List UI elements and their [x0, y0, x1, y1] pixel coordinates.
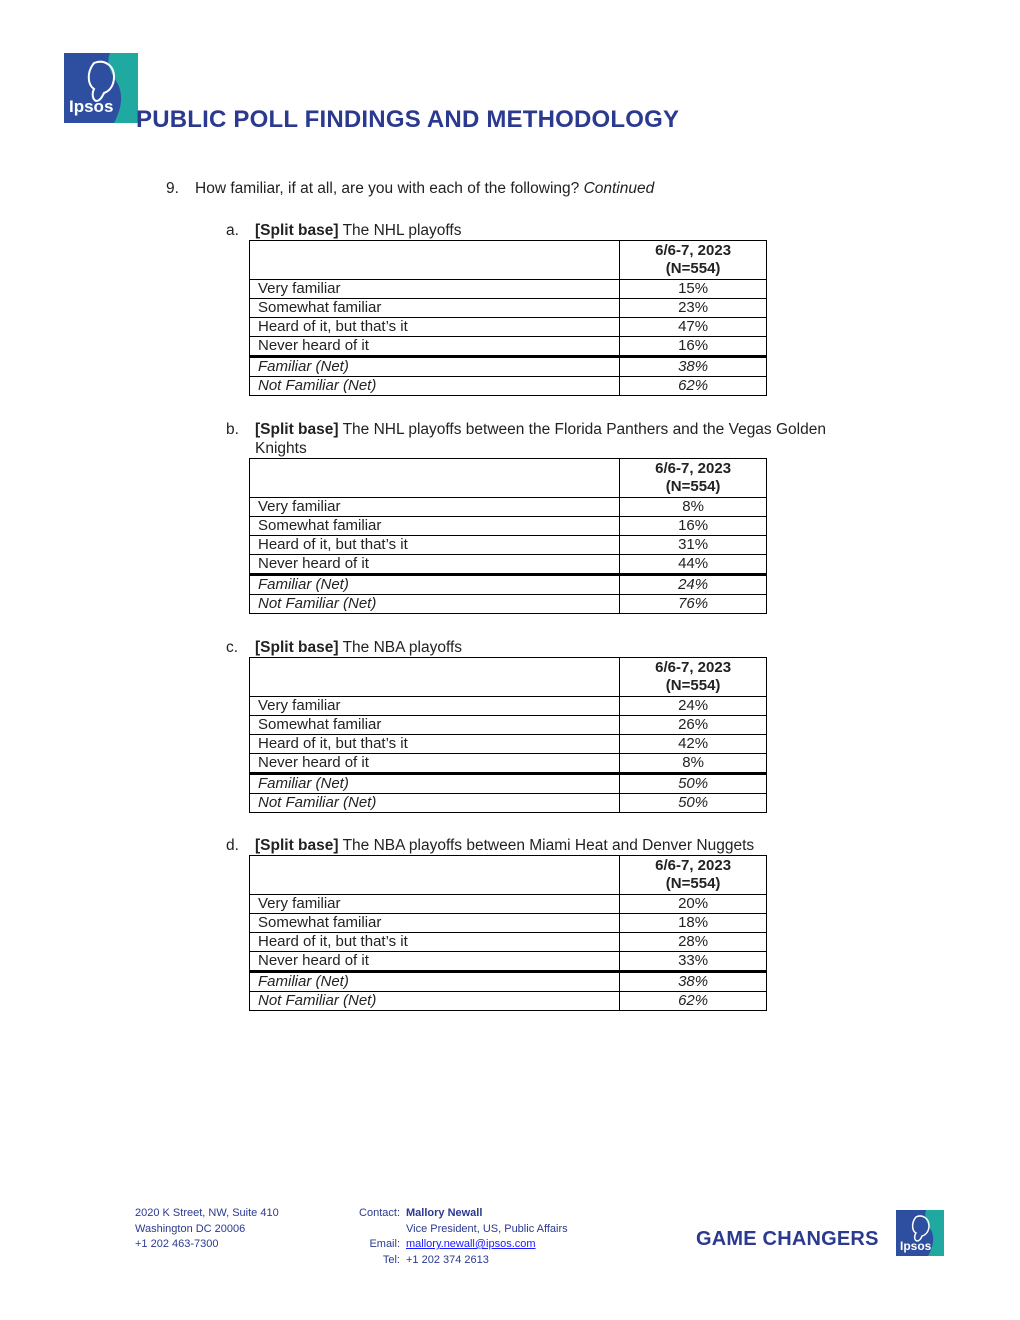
tel-label: Tel:: [382, 1253, 400, 1266]
row-value: 23%: [620, 299, 767, 318]
row-value: 76%: [620, 595, 767, 614]
address-line: Washington DC 20006: [135, 1222, 246, 1235]
table-header-row: [250, 241, 767, 280]
table-row: [250, 735, 767, 754]
table-row: [250, 498, 767, 517]
section-a: [226, 221, 906, 396]
section-letter: a.: [226, 222, 239, 239]
email-label: Email:: [369, 1238, 400, 1250]
row-value: 16%: [620, 517, 767, 536]
row-label: Very familiar: [250, 895, 620, 914]
row-value: 38%: [620, 357, 767, 377]
table-row: [250, 536, 767, 555]
row-label: Not Familiar (Net): [250, 595, 620, 614]
row-label: Very familiar: [250, 280, 620, 299]
row-label: Somewhat familiar: [250, 299, 620, 318]
column-date: 6/6-7, 2023: [655, 857, 732, 874]
table-row: [250, 914, 767, 933]
table-row: [250, 555, 767, 575]
row-value: 31%: [620, 536, 767, 555]
column-date: 6/6-7, 2023: [655, 460, 732, 477]
row-label: Never heard of it: [250, 754, 620, 774]
results-table: [249, 240, 767, 396]
row-value: 28%: [620, 933, 767, 952]
table-row-net: [250, 774, 767, 794]
table-row-net: [250, 972, 767, 992]
question-suffix: Continued: [583, 180, 655, 197]
column-base: (N=554): [665, 260, 721, 277]
contact-labels: [340, 1206, 400, 1268]
row-value: 24%: [620, 697, 767, 716]
section-letter: c.: [226, 639, 239, 656]
table-row-net: [250, 992, 767, 1011]
row-label: Never heard of it: [250, 952, 620, 972]
column-base: (N=554): [665, 677, 721, 694]
row-label: Not Familiar (Net): [250, 377, 620, 396]
row-value: 26%: [620, 716, 767, 735]
table-row-net: [250, 377, 767, 396]
section-letter: b.: [226, 421, 239, 438]
column-header: [620, 241, 767, 280]
column-header: [620, 459, 767, 498]
results-table: [249, 657, 767, 813]
table-row: [250, 299, 767, 318]
page-title: PUBLIC POLL FINDINGS AND METHODOLOGY: [136, 106, 680, 133]
section-title-continued: Knights: [255, 440, 307, 457]
question-text: How familiar, if at all, are you with each of the following?: [195, 180, 580, 197]
tagline: GAME CHANGERS: [696, 1228, 879, 1250]
address-line: 2020 K Street, NW, Suite 410: [135, 1207, 279, 1219]
table-row-net: [250, 575, 767, 595]
split-base-tag: [Split base]: [255, 639, 339, 656]
row-label: Heard of it, but that’s it: [250, 536, 620, 555]
results-table: [249, 855, 767, 1011]
column-base: (N=554): [665, 875, 721, 892]
row-label: Very familiar: [250, 498, 620, 517]
table-row: [250, 517, 767, 536]
column-header: [620, 856, 767, 895]
row-label: Familiar (Net): [250, 575, 620, 595]
row-value: 62%: [620, 992, 767, 1011]
row-label: Familiar (Net): [250, 774, 620, 794]
address-phone: +1 202 463-7300: [135, 1238, 219, 1250]
contact-label: Contact:: [359, 1207, 400, 1219]
row-value: 38%: [620, 972, 767, 992]
contact-name: Mallory Newall: [406, 1207, 483, 1219]
column-date: 6/6-7, 2023: [655, 659, 732, 676]
section-letter: d.: [226, 837, 239, 854]
logo-text: Ipsos: [69, 97, 114, 116]
table-row: [250, 318, 767, 337]
row-label: Somewhat familiar: [250, 914, 620, 933]
row-label: Heard of it, but that’s it: [250, 933, 620, 952]
section-heading: [226, 221, 906, 240]
split-base-tag: [Split base]: [255, 421, 339, 438]
contact-tel: +1 202 374 2613: [406, 1253, 489, 1266]
table-header-row: [250, 459, 767, 498]
table-row: [250, 697, 767, 716]
section-heading: [226, 420, 906, 458]
row-label: Not Familiar (Net): [250, 794, 620, 813]
email-link[interactable]: mallory.newall@ipsos.com: [406, 1238, 536, 1250]
row-value: 33%: [620, 952, 767, 972]
row-value: 44%: [620, 555, 767, 575]
header-blank-cell: [250, 856, 620, 895]
section-title: The NBA playoffs: [342, 639, 463, 656]
row-label: Somewhat familiar: [250, 517, 620, 536]
row-value: 20%: [620, 895, 767, 914]
table-row-net: [250, 595, 767, 614]
row-label: Not Familiar (Net): [250, 992, 620, 1011]
header-blank-cell: [250, 459, 620, 498]
split-base-tag: [Split base]: [255, 222, 339, 239]
header-blank-cell: [250, 658, 620, 697]
contact-values: [406, 1206, 568, 1268]
table-row: [250, 754, 767, 774]
row-value: 8%: [620, 498, 767, 517]
table-row: [250, 716, 767, 735]
row-value: 47%: [620, 318, 767, 337]
table-row: [250, 895, 767, 914]
table-row: [250, 337, 767, 357]
row-label: Familiar (Net): [250, 357, 620, 377]
ipsos-logo: [64, 53, 138, 123]
ipsos-logo-footer: [896, 1210, 944, 1256]
contact-title: Vice President, US, Public Affairs: [406, 1222, 568, 1235]
row-value: 42%: [620, 735, 767, 754]
section-title: The NHL playoffs: [342, 222, 462, 239]
row-value: 62%: [620, 377, 767, 396]
row-value: 16%: [620, 337, 767, 357]
footer-address: [135, 1206, 279, 1253]
table-row: [250, 933, 767, 952]
table-row-net: [250, 357, 767, 377]
row-label: Somewhat familiar: [250, 716, 620, 735]
header-blank-cell: [250, 241, 620, 280]
section-title: The NBA playoffs between Miami Heat and Denver Nuggets: [342, 837, 755, 854]
column-date: 6/6-7, 2023: [655, 242, 732, 259]
table-row-net: [250, 794, 767, 813]
row-value: 18%: [620, 914, 767, 933]
row-label: Familiar (Net): [250, 972, 620, 992]
row-value: 50%: [620, 794, 767, 813]
logo-text: Ipsos: [900, 1239, 932, 1253]
question: [166, 180, 654, 198]
section-b: [226, 420, 906, 614]
row-label: Heard of it, but that’s it: [250, 318, 620, 337]
table-header-row: [250, 658, 767, 697]
table-row: [250, 952, 767, 972]
column-header: [620, 658, 767, 697]
row-label: Heard of it, but that’s it: [250, 735, 620, 754]
section-d: [226, 836, 906, 1011]
section-heading: [226, 638, 906, 657]
column-base: (N=554): [665, 478, 721, 495]
question-number: 9.: [166, 180, 179, 197]
row-label: Never heard of it: [250, 337, 620, 357]
split-base-tag: [Split base]: [255, 837, 339, 854]
row-value: 24%: [620, 575, 767, 595]
row-value: 8%: [620, 754, 767, 774]
row-value: 15%: [620, 280, 767, 299]
row-label: Very familiar: [250, 697, 620, 716]
row-label: Never heard of it: [250, 555, 620, 575]
section-title: The NHL playoffs between the Florida Panthers and the Vegas Golden: [342, 421, 826, 438]
table-row: [250, 280, 767, 299]
row-value: 50%: [620, 774, 767, 794]
results-table: [249, 458, 767, 614]
section-c: [226, 638, 906, 813]
table-header-row: [250, 856, 767, 895]
section-heading: [226, 836, 906, 855]
